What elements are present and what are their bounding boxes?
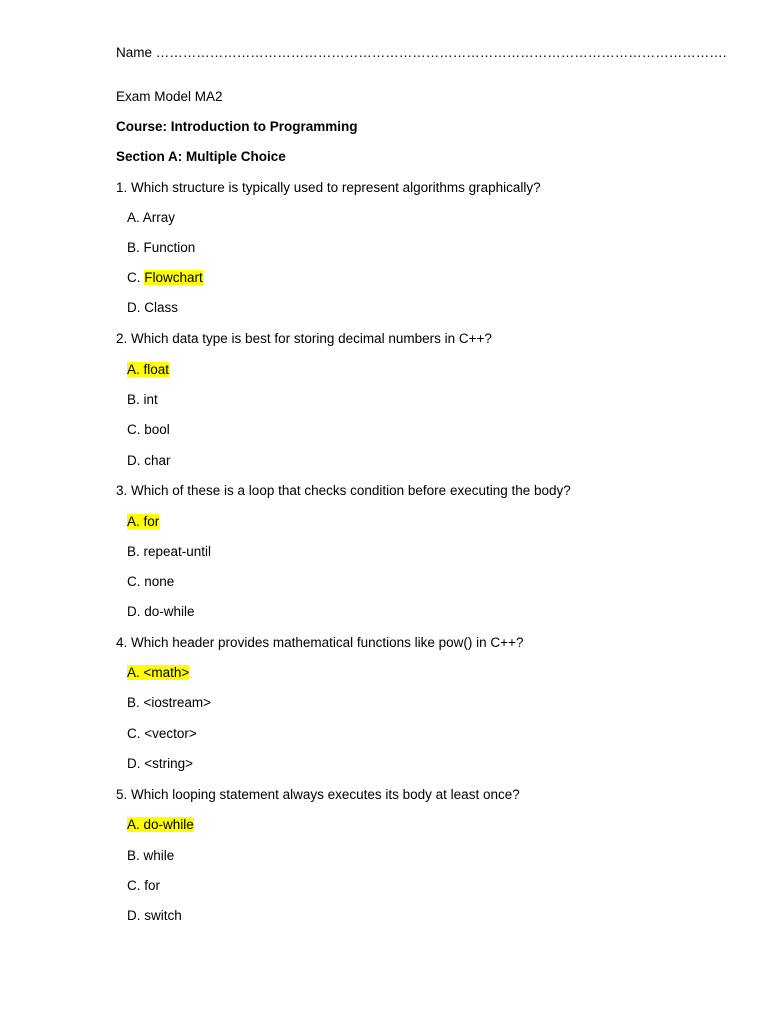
question-1: 1. Which structure is typically used to represent algorithms graphically? xyxy=(116,180,541,195)
exam-model-title: Exam Model MA2 xyxy=(116,89,223,104)
highlighted-answer xyxy=(127,514,159,529)
option-text: <math> xyxy=(143,665,190,680)
option-prefix: B. xyxy=(127,392,144,407)
question-1-option-a xyxy=(127,209,175,227)
option-prefix: C. xyxy=(127,878,145,893)
option-prefix: C. xyxy=(127,422,145,437)
option-prefix: C. xyxy=(127,726,145,741)
question-3: 3. Which of these is a loop that checks condition before executing the body? xyxy=(116,483,571,498)
option-text: <string> xyxy=(144,756,194,771)
highlighted-answer xyxy=(127,362,169,377)
option-prefix: D. xyxy=(127,300,145,315)
question-4-option-a xyxy=(127,664,189,682)
question-2-option-d xyxy=(127,452,171,470)
option-text: char xyxy=(144,453,171,468)
question-5-option-a xyxy=(127,816,194,834)
question-4-option-c xyxy=(127,725,197,743)
question-4-option-d xyxy=(127,755,193,773)
option-prefix: D. xyxy=(127,453,145,468)
option-prefix: B. xyxy=(127,695,144,710)
option-text: Function xyxy=(143,240,196,255)
question-1-option-b xyxy=(127,239,195,257)
option-prefix: A. xyxy=(127,665,144,680)
question-1-option-c xyxy=(127,269,203,287)
option-text: while xyxy=(143,848,175,863)
option-prefix: B. xyxy=(127,240,144,255)
section-heading: Section A: Multiple Choice xyxy=(116,149,286,164)
option-text: float xyxy=(143,362,170,377)
option-text: for xyxy=(144,878,161,893)
option-text: do-while xyxy=(144,604,195,619)
option-text: int xyxy=(143,392,158,407)
question-3-option-d xyxy=(127,603,195,621)
question-5-option-d xyxy=(127,907,182,925)
question-2-option-a xyxy=(127,361,169,379)
question-2-option-c xyxy=(127,421,170,439)
option-text: bool xyxy=(144,422,170,437)
question-5-option-b xyxy=(127,847,174,865)
question-4-option-b xyxy=(127,694,211,712)
option-text: do-while xyxy=(143,817,194,832)
option-text: for xyxy=(143,514,160,529)
option-text: repeat-until xyxy=(143,544,212,559)
option-text: Class xyxy=(144,300,179,315)
question-3-option-c xyxy=(127,573,174,591)
option-text: none xyxy=(144,574,175,589)
option-prefix: B. xyxy=(127,848,144,863)
question-5: 5. Which looping statement always executes its body at least once? xyxy=(116,787,520,802)
option-prefix: A. xyxy=(127,514,144,529)
option-text: Array xyxy=(142,210,176,225)
option-text: switch xyxy=(144,908,182,923)
highlighted-answer xyxy=(127,817,194,832)
option-prefix: A. xyxy=(127,362,144,377)
question-2: 2. Which data type is best for storing decimal numbers in C++? xyxy=(116,331,492,346)
name-line: Name ………………………………………………………………………………………………………………. xyxy=(116,45,727,60)
question-5-option-c xyxy=(127,877,160,895)
question-3-option-a xyxy=(127,513,159,531)
option-prefix: D. xyxy=(127,604,145,619)
option-prefix: B. xyxy=(127,544,144,559)
option-prefix: C. xyxy=(127,270,145,285)
option-prefix: A. xyxy=(127,210,143,225)
question-3-option-b xyxy=(127,543,211,561)
option-prefix: C. xyxy=(127,574,145,589)
course-heading: Course: Introduction to Programming xyxy=(116,119,358,134)
option-prefix: A. xyxy=(127,817,144,832)
option-text: <vector> xyxy=(144,726,197,741)
option-text: <iostream> xyxy=(143,695,212,710)
question-4: 4. Which header provides mathematical functions like pow() in C++? xyxy=(116,635,524,650)
option-prefix: D. xyxy=(127,756,145,771)
highlighted-answer xyxy=(127,665,189,680)
question-1-option-d xyxy=(127,299,178,317)
question-2-option-b xyxy=(127,391,158,409)
option-prefix: D. xyxy=(127,908,145,923)
highlighted-answer: Flowchart xyxy=(144,270,203,285)
